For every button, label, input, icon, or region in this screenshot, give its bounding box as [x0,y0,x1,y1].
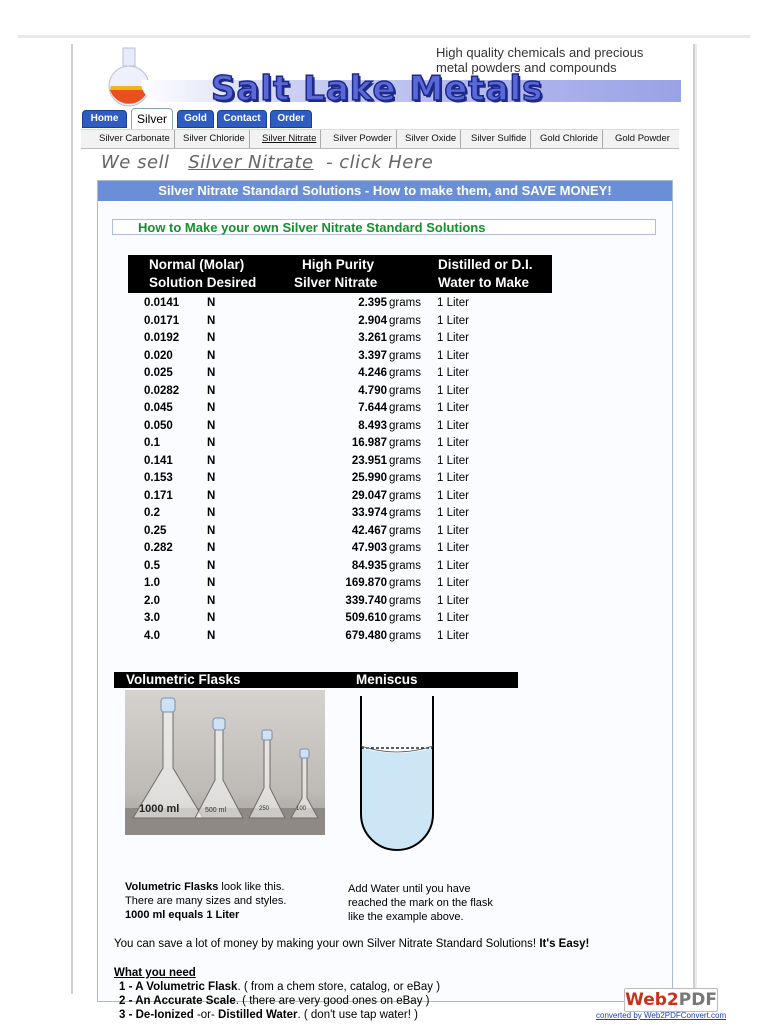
subnav-silver-carbonate[interactable]: Silver Carbonate [95,130,175,148]
cell-unit: N [207,524,216,537]
flask-caption-line2: There are many sizes and styles. [125,895,287,907]
section-subheading: How to Make your own Silver Nitrate Standard Solutions [112,219,656,235]
cell-grams-unit: grams [389,297,421,309]
cell-normality: 1.0 [144,577,160,589]
page-banner: Silver Nitrate Standard Solutions - How to make them, and SAVE MONEY! [98,181,672,201]
need-1-rest: . ( from a chem store, catalog, or eBay ) [237,981,441,993]
cell-grams-value: 33.974 [351,507,387,519]
flask-caption-rest: look like this. [218,881,285,893]
table-row [128,470,552,487]
subnav-silver-sulfide[interactable]: Silver Sulfide [467,130,531,148]
tagline-line-1: High quality chemicals and precious [436,45,644,60]
need-3-mid: -or- [193,1009,219,1021]
cell-grams-unit: grams [389,594,421,607]
cell-grams-unit: grams [389,419,421,432]
cell-normality: 0.050 [144,419,173,432]
table-row [128,610,552,627]
silver-nitrate-promo-link[interactable] [101,152,433,173]
cell-unit: N [207,437,216,449]
cell-unit: N [207,594,216,607]
promo-product: Silver Nitrate [188,152,314,173]
tab-gold[interactable]: Gold [177,110,214,128]
table-row [128,558,552,575]
th-normal-line1: Normal (Molar) [149,257,245,272]
what-you-need-list [114,966,440,1022]
cell-grams-value: 679.480 [345,629,387,642]
need-1-num: 1 - [119,981,136,993]
cell-unit: N [207,332,216,344]
site-header [81,44,685,108]
cell-grams-unit: grams [389,472,421,484]
cell-grams-unit: grams [389,314,421,327]
cell-normality: 0.1 [144,437,160,449]
meniscus-caption-line2: reached the mark on the flask [348,897,493,909]
th-silver-line1: High Purity [302,257,375,272]
cell-normality: 4.0 [144,629,160,642]
tab-contact[interactable]: Contact [217,110,267,128]
site-logo[interactable]: Salt Lake Metals [211,69,544,109]
cell-water: 1 Liter [437,472,469,484]
web2pdf-badge [596,988,752,1022]
cell-unit: N [207,472,216,484]
cell-normality: 2.0 [144,594,160,607]
cell-normality: 0.045 [144,402,173,414]
flask-caption [125,880,286,922]
cell-unit: N [207,419,216,432]
cell-normality: 0.25 [144,524,167,537]
cell-grams-value: 25.990 [351,472,387,484]
cell-grams-unit: grams [389,454,421,467]
meniscus-caption-line1: Add Water until you have [348,883,471,895]
cell-water: 1 Liter [437,577,469,589]
images-header-bar [114,672,518,688]
cell-grams-unit: grams [389,384,421,397]
cell-normality: 0.5 [144,559,160,572]
subnav-silver-oxide[interactable]: Silver Oxide [401,130,461,148]
need-item-2 [114,994,440,1008]
cell-grams-value: 42.467 [351,524,387,537]
need-2-bold: An Accurate Scale [135,995,236,1007]
subnav-gold-chloride[interactable]: Gold Chloride [536,130,603,148]
cell-grams-unit: grams [389,559,421,572]
cell-grams-unit: grams [389,542,421,554]
flask-label-1000: 1000 ml [139,803,180,815]
cell-water: 1 Liter [437,419,469,432]
cell-water: 1 Liter [437,367,469,379]
cell-unit: N [207,577,216,589]
cell-unit: N [207,297,216,309]
cell-grams-unit: grams [389,577,421,589]
cell-unit: N [207,454,216,467]
cell-unit: N [207,489,216,502]
cell-normality: 3.0 [144,612,160,624]
table-row [128,418,552,435]
cell-grams-value: 509.610 [345,612,387,624]
need-3-bold: De-Ionized [135,1009,194,1021]
cell-unit: N [207,402,216,414]
volumetric-flasks-label: Volumetric Flasks [126,672,241,687]
web2pdf-logo-pdf: PDF [678,990,717,1010]
th-water [438,256,533,292]
cell-normality: 0.153 [144,472,173,484]
tab-silver[interactable]: Silver [131,108,173,130]
cell-grams-unit: grams [389,524,421,537]
cell-normality: 0.282 [144,542,173,554]
subnav-gold-powder[interactable]: Gold Powder [615,133,670,144]
th-silver-nitrate [294,256,377,292]
cell-water: 1 Liter [437,332,469,344]
flask-label-100: 100 [296,806,307,812]
cell-normality: 0.171 [144,489,173,502]
table-row [128,330,552,347]
cell-water: 1 Liter [437,524,469,537]
cell-grams-value: 3.261 [358,332,387,344]
cell-grams-value: 23.951 [351,454,387,467]
cell-water: 1 Liter [437,594,469,607]
cell-unit: N [207,384,216,397]
need-3-num: 3 - [119,1009,136,1021]
cell-grams-unit: grams [389,612,421,624]
table-row [128,575,552,592]
meniscus-label: Meniscus [356,672,418,687]
table-row [128,523,552,540]
need-2-num: 2 - [119,995,136,1007]
table-row [128,488,552,505]
flasks-drawing [125,690,325,835]
subnav-silver-chloride[interactable]: Silver Chloride [179,130,250,148]
silver-subnav [81,129,679,149]
table-row [128,313,552,330]
th-water-line1: Distilled or D.I. [438,257,533,272]
cell-normality: 0.141 [144,454,173,467]
web2pdf-logo-web2: Web2 [625,990,679,1010]
table-row [128,435,552,452]
need-3-bold2: Distilled Water [218,1009,298,1021]
cell-normality: 0.025 [144,367,173,379]
cell-unit: N [207,507,216,519]
need-3-rest: . ( don't use tap water! ) [297,1009,418,1021]
cell-water: 1 Liter [437,612,469,624]
tab-home[interactable]: Home [82,110,127,128]
th-normal-line2: Solution Desired [149,275,257,290]
need-2-rest: . ( there are very good ones on eBay ) [235,995,430,1007]
flask-logo-icon [101,46,157,108]
cell-grams-value: 84.935 [351,559,387,572]
cell-grams-value: 4.246 [358,367,387,379]
cell-unit: N [207,349,216,362]
table-row [128,453,552,470]
cell-unit: N [207,314,216,327]
cell-grams-value: 47.903 [351,542,387,554]
cell-water: 1 Liter [437,629,469,642]
cell-normality: 0.0282 [144,384,180,397]
cell-water: 1 Liter [437,559,469,572]
th-silver-line2: Silver Nitrate [294,275,378,290]
table-row [128,628,552,645]
cell-normality: 0.0141 [144,297,180,309]
cell-grams-unit: grams [389,402,421,414]
th-normal [149,256,256,292]
web2pdf-link[interactable]: converted by Web2PDFConvert.com [596,1011,727,1020]
cell-grams-value: 8.493 [358,419,387,432]
cell-water: 1 Liter [437,489,469,502]
main-nav [81,108,685,128]
cell-grams-unit: grams [389,629,421,642]
top-divider [18,35,750,38]
save-text: You can save a lot of money by making your own Silver Nitrate Standard Solutions! [114,938,540,950]
table-row [128,505,552,522]
meniscus-diagram [360,696,434,851]
table-row [128,540,552,557]
cell-unit: N [207,542,216,554]
cell-water: 1 Liter [437,454,469,467]
cell-grams-value: 169.870 [345,577,387,589]
table-header [128,255,552,293]
cell-water: 1 Liter [437,297,469,309]
need-1-bold: A Volumetric Flask [135,981,238,993]
cell-normality: 0.0171 [144,314,180,327]
subnav-silver-nitrate[interactable]: Silver Nitrate [258,130,321,148]
cell-unit: N [207,629,216,642]
table-row [128,593,552,610]
promo-cta: - click Here [326,152,434,173]
cell-grams-value: 3.397 [358,349,387,362]
cell-unit: N [207,559,216,572]
cell-grams-value: 16.987 [351,437,387,449]
cell-water: 1 Liter [437,314,469,327]
flask-caption-line3: 1000 ml equals 1 Liter [125,909,240,921]
cell-normality: 0.2 [144,507,160,519]
cell-unit: N [207,612,216,624]
cell-grams-unit: grams [389,489,421,502]
table-row [128,400,552,417]
cell-normality: 0.0192 [144,332,180,344]
meniscus-caption [348,882,493,924]
cell-unit: N [207,367,216,379]
cell-water: 1 Liter [437,402,469,414]
volumetric-flasks-photo [125,690,325,835]
flask-caption-bold: Volumetric Flasks [125,881,219,893]
cell-water: 1 Liter [437,507,469,519]
table-row [128,383,552,400]
th-water-line2: Water to Make [438,275,530,290]
what-you-need-heading: What you need [114,967,196,979]
web2pdf-logo[interactable] [624,988,718,1012]
cell-water: 1 Liter [437,437,469,449]
cell-water: 1 Liter [437,349,469,362]
cell-grams-value: 4.790 [358,384,387,397]
need-item-1 [114,980,440,994]
tagline-line-2: metal powders and compounds [436,60,617,75]
save-money-paragraph [114,937,589,951]
promo-we-sell: We sell [101,152,170,173]
meniscus-caption-line3: like the example above. [348,911,464,923]
cell-grams-value: 339.740 [345,594,387,607]
table-row [128,295,552,312]
its-easy: It's Easy! [539,938,590,950]
cell-water: 1 Liter [437,542,469,554]
table-row [128,348,552,365]
need-item-3 [114,1008,440,1022]
cell-grams-value: 7.644 [358,402,387,414]
flask-label-500: 500 ml [205,807,227,814]
cell-normality: 0.020 [144,349,173,362]
cell-grams-unit: grams [389,437,421,449]
tab-order[interactable]: Order [270,110,312,128]
flask-label-250: 250 [259,806,270,812]
cell-grams-unit: grams [389,507,421,519]
subnav-silver-powder[interactable]: Silver Powder [329,130,397,148]
cell-grams-value: 2.395 [358,297,387,309]
cell-grams-unit: grams [389,332,421,344]
table-row [128,365,552,382]
cell-grams-value: 29.047 [351,489,387,502]
cell-grams-unit: grams [389,367,421,379]
cell-grams-unit: grams [389,349,421,362]
cell-grams-value: 2.904 [358,314,387,327]
cell-water: 1 Liter [437,384,469,397]
